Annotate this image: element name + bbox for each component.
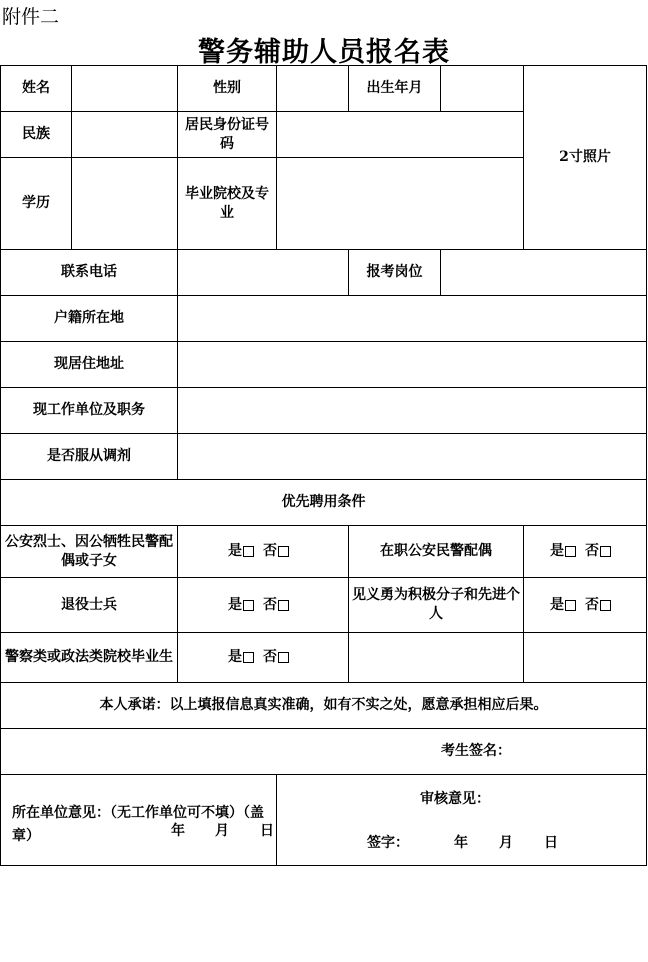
priority-veteran: 退役士兵 [0, 577, 178, 633]
birth-field[interactable] [440, 65, 524, 112]
label-school-major: 毕业院校及专业 [177, 157, 277, 250]
work-field[interactable] [177, 387, 647, 434]
transfer-field[interactable] [177, 433, 647, 480]
yes-checkbox[interactable] [243, 600, 254, 611]
priority-martyr-family: 公安烈士、因公牺牲民警配偶或子女 [0, 525, 178, 578]
candidate-signature-label: 考生签名： [441, 743, 511, 759]
yes-no-option[interactable]: 是 否 [177, 632, 349, 683]
label-birth: 出生年月 [348, 65, 441, 112]
review-year-label: 年 [454, 835, 468, 851]
phone-field[interactable] [177, 249, 349, 296]
no-checkbox[interactable] [600, 600, 611, 611]
unit-month-label: 月 [215, 823, 229, 839]
unit-day-label: 日 [260, 823, 274, 839]
label-transfer: 是否服从调剂 [0, 433, 178, 480]
priority-police-graduate: 警察类或政法类院校毕业生 [0, 632, 178, 683]
review-opinion-field[interactable] [276, 774, 647, 866]
no-checkbox[interactable] [278, 546, 289, 557]
unit-opinion-text: 所在单位意见：（无工作单位可不填）（盖章） [12, 805, 264, 844]
review-day-label: 日 [544, 835, 558, 851]
household-field[interactable] [177, 295, 647, 342]
address-field[interactable] [177, 341, 647, 388]
label-phone: 联系电话 [0, 249, 178, 296]
label-education: 学历 [0, 157, 72, 250]
priority-heroic-deed: 见义勇为积极分子和先进个人 [348, 577, 524, 633]
promise-statement: 本人承诺：以上填报信息真实准确，如有不实之处，愿意承担相应后果。 [0, 682, 647, 729]
empty-cell [348, 632, 524, 683]
no-checkbox[interactable] [278, 600, 289, 611]
review-title: 审核意见： [420, 791, 490, 807]
yes-no-option[interactable]: 是 否 [523, 577, 647, 633]
priority-police-spouse: 在职公安民警配偶 [348, 525, 524, 578]
label-ethnicity: 民族 [0, 111, 72, 158]
name-field[interactable] [71, 65, 178, 112]
ethnicity-field[interactable] [71, 111, 178, 158]
photo-box[interactable]: 2寸照片 [523, 65, 647, 250]
yes-checkbox[interactable] [243, 546, 254, 557]
yes-checkbox[interactable] [565, 546, 576, 557]
label-work: 现工作单位及职务 [0, 387, 178, 434]
candidate-signature-field[interactable] [0, 728, 647, 775]
id-number-field[interactable] [276, 111, 524, 158]
yes-no-option[interactable]: 是 否 [177, 577, 349, 633]
yes-checkbox[interactable] [565, 600, 576, 611]
review-month-label: 月 [499, 835, 513, 851]
unit-year-label: 年 [171, 823, 185, 839]
label-address: 现居住地址 [0, 341, 178, 388]
priority-heading: 优先聘用条件 [0, 479, 647, 526]
attachment-label: 附件二 [2, 6, 60, 28]
review-sign-label: 签字： [367, 835, 409, 851]
label-household: 户籍所在地 [0, 295, 178, 342]
education-field[interactable] [71, 157, 178, 250]
gender-field[interactable] [276, 65, 349, 112]
unit-opinion-field[interactable] [0, 774, 277, 866]
form-title: 警务辅助人员报名表 [198, 37, 450, 68]
label-name: 姓名 [0, 65, 72, 112]
label-id-number: 居民身份证号码 [177, 111, 277, 158]
position-field[interactable] [440, 249, 647, 296]
no-checkbox[interactable] [278, 652, 289, 663]
label-position: 报考岗位 [348, 249, 441, 296]
yes-no-option[interactable]: 是 否 [177, 525, 349, 578]
yes-checkbox[interactable] [243, 652, 254, 663]
school-major-field[interactable] [276, 157, 524, 250]
label-gender: 性别 [177, 65, 277, 112]
empty-cell [523, 632, 647, 683]
yes-no-option[interactable]: 是 否 [523, 525, 647, 578]
no-checkbox[interactable] [600, 546, 611, 557]
